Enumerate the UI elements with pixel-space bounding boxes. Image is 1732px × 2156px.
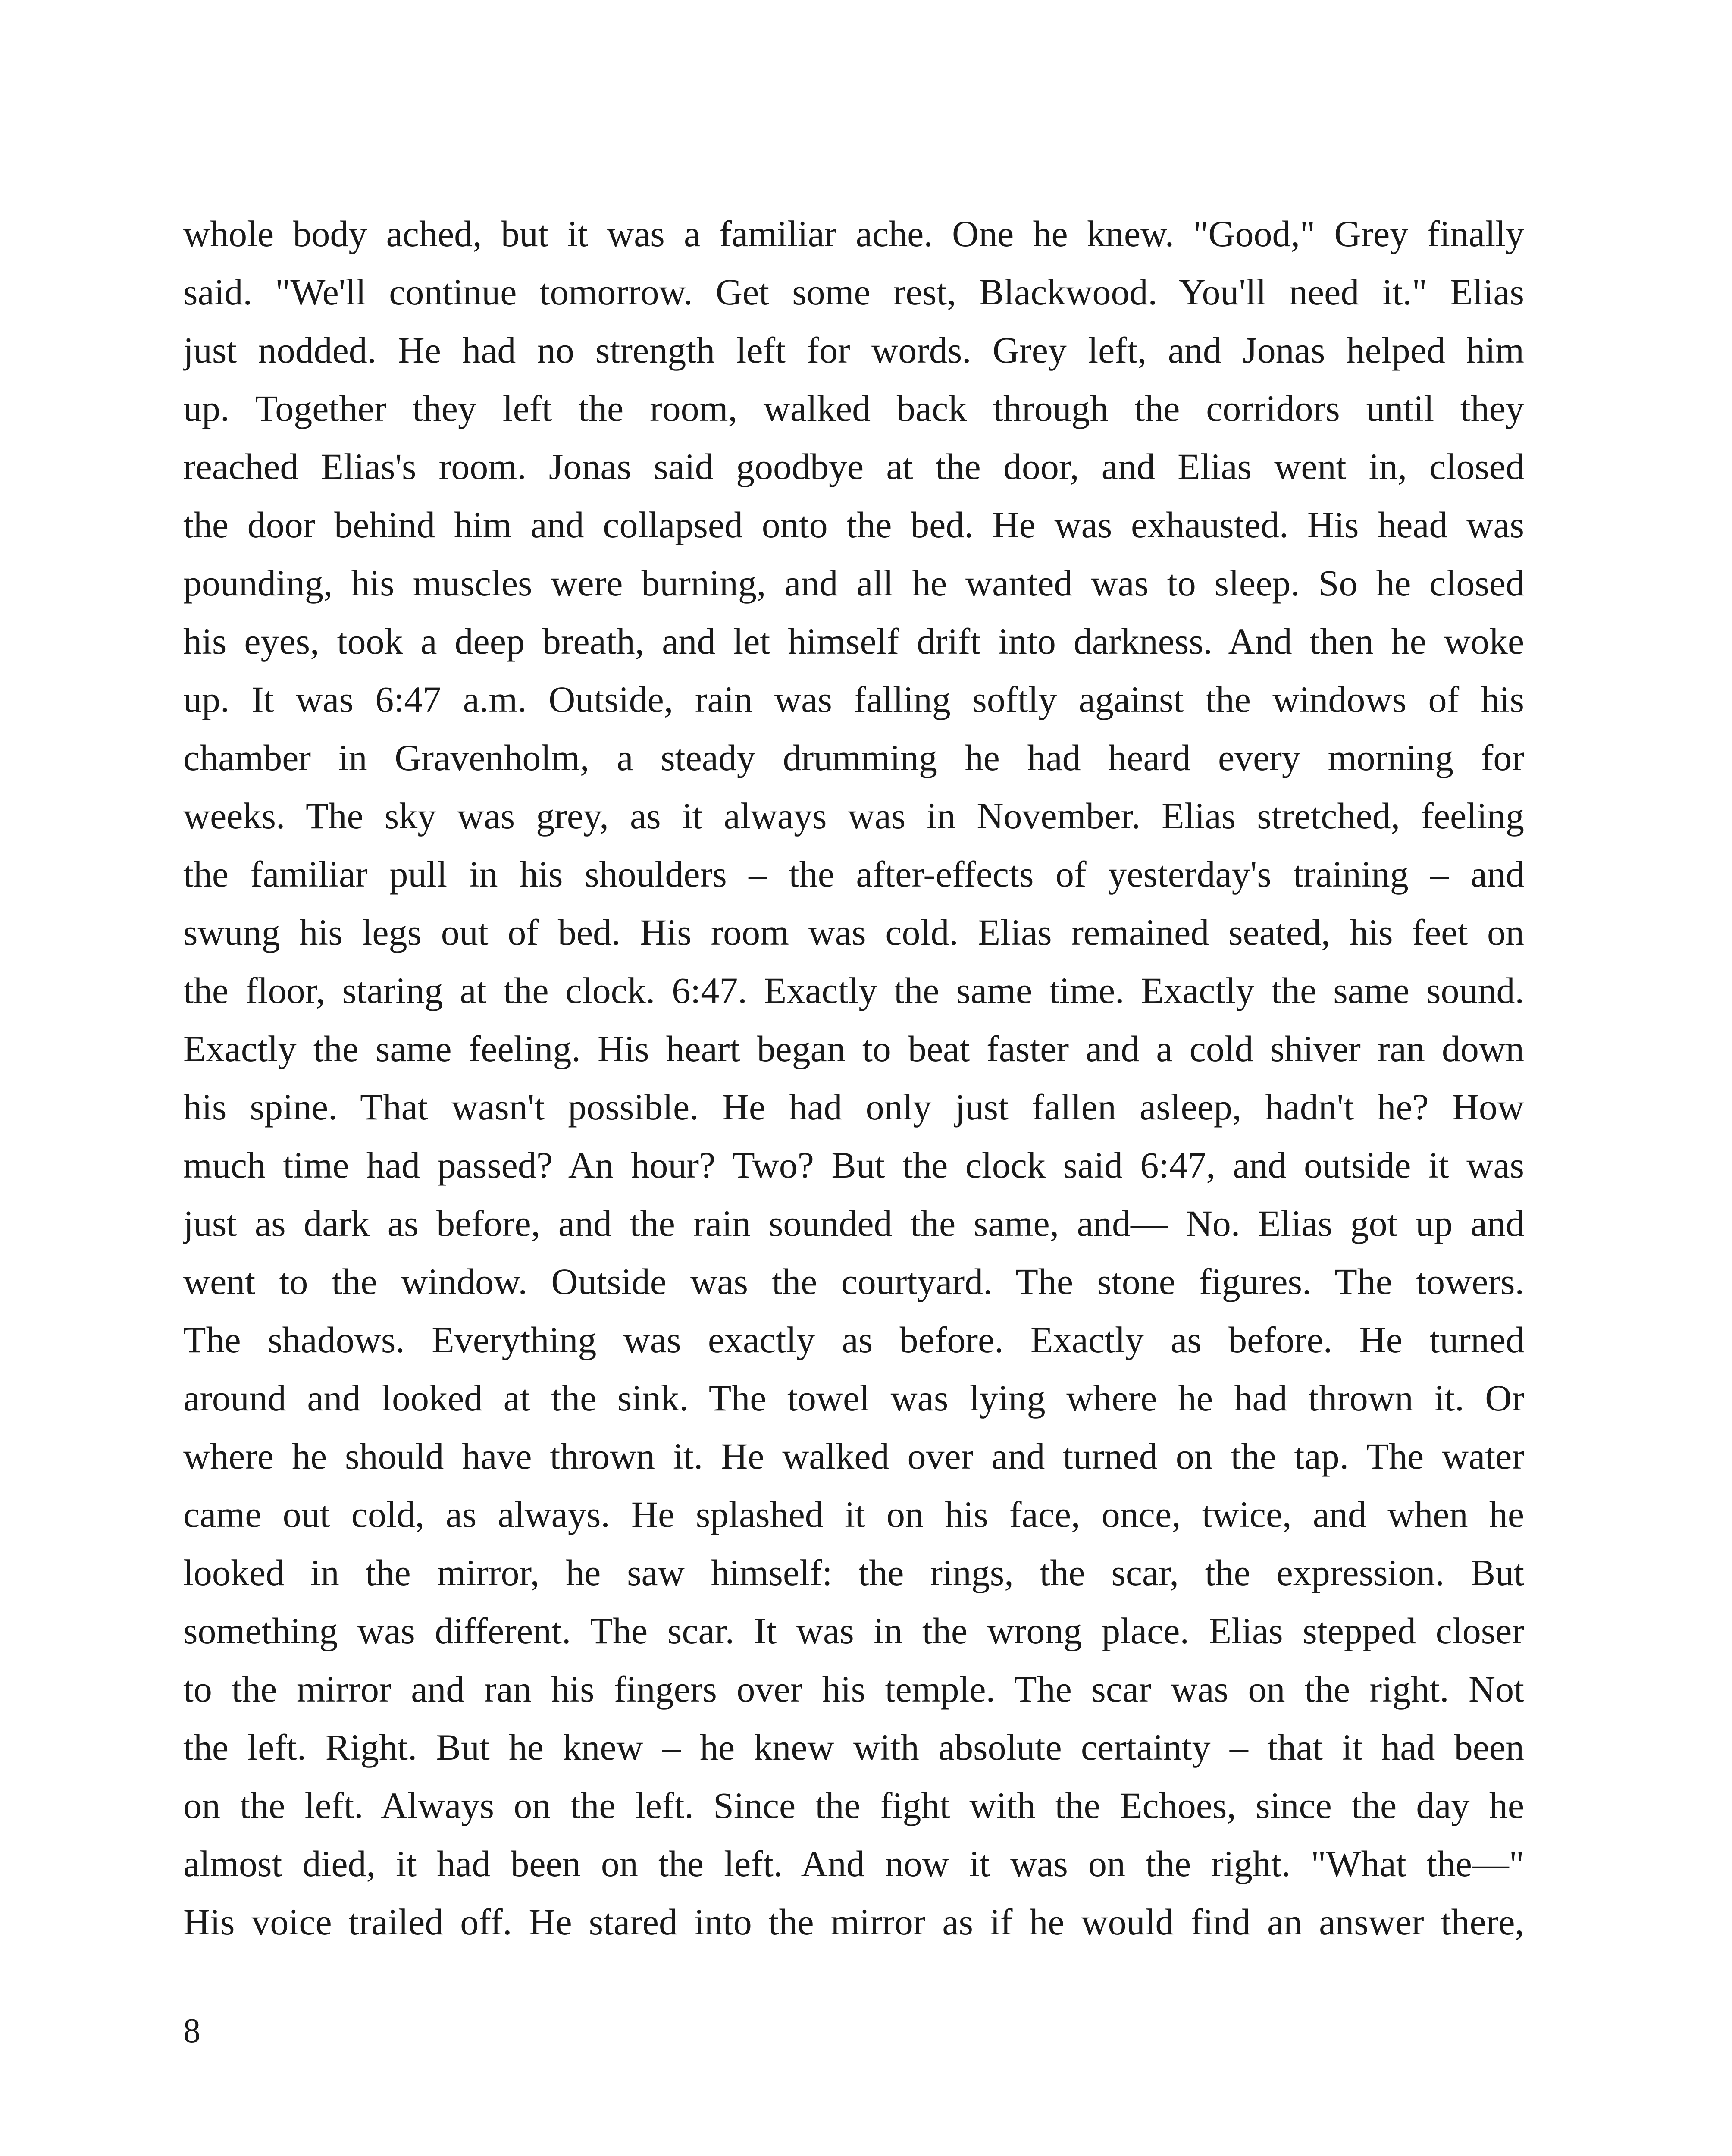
text-line: just nodded. He had no strength left for words. Grey left, and Jonas helped him xyxy=(183,329,1524,371)
text-line: said. "We'll continue tomorrow. Get some rest, Blackwood. You'll need it." Elias xyxy=(183,271,1524,313)
text-line: almost died, it had been on the left. And now it was on the right. "What the—" xyxy=(183,1843,1524,1884)
text-line: the door behind him and collapsed onto the bed. He was exhausted. His head was xyxy=(183,504,1524,545)
text-line: came out cold, as always. He splashed it on his face, once, twice, and when he xyxy=(183,1494,1524,1535)
text-line: where he should have thrown it. He walked over and turned on the tap. The water xyxy=(183,1435,1524,1477)
text-line: his spine. That wasn't possible. He had only just fallen asleep, hadn't he? How xyxy=(183,1086,1524,1128)
text-line: looked in the mirror, he saw himself: the rings, the scar, the expression. But xyxy=(183,1552,1524,1593)
text-line: up. It was 6:47 a.m. Outside, rain was falling softly against the windows of his xyxy=(183,679,1524,720)
text-line: up. Together they left the room, walked back through the corridors until they xyxy=(183,388,1524,429)
text-line: pounding, his muscles were burning, and all he wanted was to sleep. So he closed xyxy=(183,562,1524,604)
text-line: reached Elias's room. Jonas said goodbye at the door, and Elias went in, closed xyxy=(183,446,1524,487)
text-line: just as dark as before, and the rain sounded the same, and— No. Elias got up and xyxy=(183,1203,1524,1244)
text-line: The shadows. Everything was exactly as before. Exactly as before. He turned xyxy=(183,1319,1524,1360)
text-line: chamber in Gravenholm, a steady drumming he had heard every morning for xyxy=(183,737,1524,778)
text-line: something was different. The scar. It was in the wrong place. Elias stepped closer xyxy=(183,1610,1524,1651)
text-line: to the mirror and ran his fingers over his temple. The scar was on the right. Not xyxy=(183,1668,1524,1710)
text-line: swung his legs out of bed. His room was cold. Elias remained seated, his feet on xyxy=(183,912,1524,953)
text-line: his eyes, took a deep breath, and let himself drift into darkness. And then he woke xyxy=(183,620,1524,662)
text-line: whole body ached, but it was a familiar ache. One he knew. "Good," Grey finally xyxy=(183,213,1524,254)
text-line: the familiar pull in his shoulders – the after-effects of yesterday's training – and xyxy=(183,853,1524,895)
text-line: weeks. The sky was grey, as it always was in November. Elias stretched, feeling xyxy=(183,795,1524,837)
text-line: Exactly the same feeling. His heart began to beat faster and a cold shiver ran down xyxy=(183,1028,1524,1069)
body-text xyxy=(183,205,1524,1951)
text-line: the floor, staring at the clock. 6:47. Exactly the same time. Exactly the same sound. xyxy=(183,970,1524,1011)
text-line: on the left. Always on the left. Since the fight with the Echoes, since the day he xyxy=(183,1785,1524,1826)
text-line: much time had passed? An hour? Two? But the clock said 6:47, and outside it was xyxy=(183,1144,1524,1186)
page-number: 8 xyxy=(183,2012,200,2050)
text-line: around and looked at the sink. The towel was lying where he had thrown it. Or xyxy=(183,1377,1524,1419)
text-line: His voice trailed off. He stared into the mirror as if he would find an answer there, xyxy=(183,1901,1524,1943)
text-line: went to the window. Outside was the courtyard. The stone figures. The towers. xyxy=(183,1261,1524,1302)
text-line: the left. Right. But he knew – he knew with absolute certainty – that it had been xyxy=(183,1727,1524,1768)
